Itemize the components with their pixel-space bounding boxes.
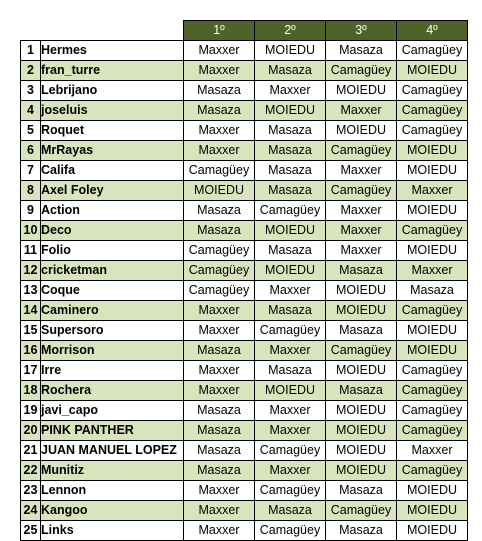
place-1-cell: Masaza <box>184 441 255 461</box>
table-row <box>21 381 468 401</box>
row-number: 17 <box>21 361 41 381</box>
place-4-cell: Camagüey <box>397 421 468 441</box>
participant-name: fran_turre <box>41 61 184 81</box>
place-1-cell: Maxxer <box>184 361 255 381</box>
place-3-cell: Camagüey <box>326 61 397 81</box>
place-4-cell: MOIEDU <box>397 161 468 181</box>
row-number: 25 <box>21 521 41 541</box>
place-4-cell: MOIEDU <box>397 481 468 501</box>
participant-name: JUAN MANUEL LOPEZ <box>41 441 184 461</box>
place-3-cell: Masaza <box>326 481 397 501</box>
row-number: 14 <box>21 301 41 321</box>
place-3-cell: Masaza <box>326 261 397 281</box>
place-3-cell: Camagüey <box>326 341 397 361</box>
place-4-cell: MOIEDU <box>397 201 468 221</box>
place-3-cell: Masaza <box>326 521 397 541</box>
place-4-cell: Camagüey <box>397 41 468 61</box>
place-2-cell: MOIEDU <box>255 41 326 61</box>
header-blank-name <box>41 21 184 41</box>
place-3-cell: Camagüey <box>326 141 397 161</box>
place-1-cell: Camagüey <box>184 281 255 301</box>
place-1-cell: Maxxer <box>184 61 255 81</box>
place-1-cell: MOIEDU <box>184 181 255 201</box>
place-2-cell: Masaza <box>255 121 326 141</box>
place-1-cell: Camagüey <box>184 241 255 261</box>
row-number: 11 <box>21 241 41 261</box>
place-1-cell: Maxxer <box>184 301 255 321</box>
table-row <box>21 261 468 281</box>
place-4-cell: MOIEDU <box>397 61 468 81</box>
place-1-cell: Camagüey <box>184 261 255 281</box>
ranking-table <box>20 20 468 541</box>
place-3-cell: MOIEDU <box>326 301 397 321</box>
place-1-cell: Maxxer <box>184 521 255 541</box>
place-2-cell: MOIEDU <box>255 381 326 401</box>
place-4-cell: Masaza <box>397 281 468 301</box>
table-row <box>21 401 468 421</box>
row-number: 4 <box>21 101 41 121</box>
participant-name: Roquet <box>41 121 184 141</box>
table-row <box>21 301 468 321</box>
place-1-cell: Masaza <box>184 401 255 421</box>
row-number: 8 <box>21 181 41 201</box>
place-1-cell: Masaza <box>184 101 255 121</box>
place-2-cell: Maxxer <box>255 461 326 481</box>
row-number: 1 <box>21 41 41 61</box>
place-1-cell: Masaza <box>184 461 255 481</box>
header-place-4: 4º <box>397 21 468 41</box>
row-number: 22 <box>21 461 41 481</box>
place-3-cell: MOIEDU <box>326 441 397 461</box>
participant-name: Lennon <box>41 481 184 501</box>
place-1-cell: Maxxer <box>184 381 255 401</box>
place-3-cell: Masaza <box>326 321 397 341</box>
place-2-cell: MOIEDU <box>255 221 326 241</box>
place-4-cell: Camagüey <box>397 221 468 241</box>
place-2-cell: Camagüey <box>255 321 326 341</box>
table-row <box>21 101 468 121</box>
place-2-cell: Camagüey <box>255 521 326 541</box>
place-1-cell: Masaza <box>184 421 255 441</box>
row-number: 5 <box>21 121 41 141</box>
table-row <box>21 81 468 101</box>
participant-name: Folio <box>41 241 184 261</box>
place-2-cell: Masaza <box>255 361 326 381</box>
participant-name: Munitiz <box>41 461 184 481</box>
participant-name: Axel Foley <box>41 181 184 201</box>
place-4-cell: Maxxer <box>397 441 468 461</box>
place-2-cell: Camagüey <box>255 201 326 221</box>
place-4-cell: MOIEDU <box>397 321 468 341</box>
place-2-cell: Masaza <box>255 61 326 81</box>
table-row <box>21 461 468 481</box>
place-1-cell: Camagüey <box>184 161 255 181</box>
table-row <box>21 141 468 161</box>
place-1-cell: Maxxer <box>184 121 255 141</box>
row-number: 20 <box>21 421 41 441</box>
place-2-cell: Masaza <box>255 241 326 261</box>
place-3-cell: Maxxer <box>326 161 397 181</box>
participant-name: Irre <box>41 361 184 381</box>
table-row <box>21 61 468 81</box>
place-2-cell: MOIEDU <box>255 101 326 121</box>
place-1-cell: Masaza <box>184 81 255 101</box>
place-1-cell: Maxxer <box>184 501 255 521</box>
row-number: 10 <box>21 221 41 241</box>
place-4-cell: Maxxer <box>397 181 468 201</box>
participant-name: Action <box>41 201 184 221</box>
participant-name: Lebrijano <box>41 81 184 101</box>
table-row <box>21 481 468 501</box>
table-row <box>21 361 468 381</box>
participant-name: Coque <box>41 281 184 301</box>
place-3-cell: Masaza <box>326 381 397 401</box>
place-2-cell: Masaza <box>255 141 326 161</box>
place-3-cell: Masaza <box>326 41 397 61</box>
place-3-cell: Camagüey <box>326 181 397 201</box>
table-row <box>21 241 468 261</box>
place-2-cell: Masaza <box>255 301 326 321</box>
place-4-cell: Camagüey <box>397 101 468 121</box>
row-number: 7 <box>21 161 41 181</box>
place-3-cell: Maxxer <box>326 101 397 121</box>
place-4-cell: MOIEDU <box>397 521 468 541</box>
place-1-cell: Maxxer <box>184 41 255 61</box>
participant-name: MrRayas <box>41 141 184 161</box>
place-4-cell: Maxxer <box>397 261 468 281</box>
row-number: 16 <box>21 341 41 361</box>
table-row <box>21 281 468 301</box>
place-4-cell: Camagüey <box>397 361 468 381</box>
place-2-cell: Camagüey <box>255 481 326 501</box>
place-1-cell: Maxxer <box>184 481 255 501</box>
participant-name: Kangoo <box>41 501 184 521</box>
place-2-cell: MOIEDU <box>255 261 326 281</box>
row-number: 12 <box>21 261 41 281</box>
place-3-cell: MOIEDU <box>326 121 397 141</box>
place-1-cell: Maxxer <box>184 141 255 161</box>
table-row <box>21 161 468 181</box>
participant-name: Deco <box>41 221 184 241</box>
header-blank-number <box>21 21 41 41</box>
place-3-cell: Maxxer <box>326 201 397 221</box>
place-3-cell: MOIEDU <box>326 81 397 101</box>
row-number: 23 <box>21 481 41 501</box>
place-2-cell: Masaza <box>255 181 326 201</box>
place-1-cell: Masaza <box>184 221 255 241</box>
place-4-cell: MOIEDU <box>397 141 468 161</box>
participant-name: Hermes <box>41 41 184 61</box>
participant-name: Supersoro <box>41 321 184 341</box>
table-row <box>21 181 468 201</box>
row-number: 3 <box>21 81 41 101</box>
place-2-cell: Maxxer <box>255 401 326 421</box>
place-3-cell: MOIEDU <box>326 421 397 441</box>
place-2-cell: Masaza <box>255 501 326 521</box>
table-row <box>21 441 468 461</box>
participant-name: cricketman <box>41 261 184 281</box>
participant-name: Rochera <box>41 381 184 401</box>
row-number: 21 <box>21 441 41 461</box>
place-3-cell: MOIEDU <box>326 401 397 421</box>
table-body <box>21 41 468 541</box>
place-3-cell: MOIEDU <box>326 281 397 301</box>
participant-name: PINK PANTHER <box>41 421 184 441</box>
header-place-1: 1º <box>184 21 255 41</box>
header-place-2: 2º <box>255 21 326 41</box>
place-4-cell: MOIEDU <box>397 241 468 261</box>
row-number: 18 <box>21 381 41 401</box>
participant-name: javi_capo <box>41 401 184 421</box>
participant-name: Caminero <box>41 301 184 321</box>
row-number: 9 <box>21 201 41 221</box>
place-3-cell: Maxxer <box>326 241 397 261</box>
place-4-cell: MOIEDU <box>397 341 468 361</box>
place-2-cell: Maxxer <box>255 421 326 441</box>
table-row <box>21 501 468 521</box>
row-number: 2 <box>21 61 41 81</box>
place-2-cell: Camagüey <box>255 441 326 461</box>
place-4-cell: Camagüey <box>397 121 468 141</box>
table-row <box>21 321 468 341</box>
row-number: 6 <box>21 141 41 161</box>
place-1-cell: Masaza <box>184 201 255 221</box>
table-row <box>21 421 468 441</box>
table-row <box>21 41 468 61</box>
table-row <box>21 521 468 541</box>
table-row <box>21 121 468 141</box>
table-row <box>21 221 468 241</box>
place-2-cell: Masaza <box>255 161 326 181</box>
row-number: 19 <box>21 401 41 421</box>
row-number: 15 <box>21 321 41 341</box>
place-4-cell: Camagüey <box>397 81 468 101</box>
participant-name: Califa <box>41 161 184 181</box>
place-1-cell: Masaza <box>184 341 255 361</box>
table-row <box>21 201 468 221</box>
participant-name: joseluis <box>41 101 184 121</box>
row-number: 13 <box>21 281 41 301</box>
place-4-cell: Camagüey <box>397 301 468 321</box>
place-4-cell: Camagüey <box>397 401 468 421</box>
place-3-cell: MOIEDU <box>326 361 397 381</box>
row-number: 24 <box>21 501 41 521</box>
participant-name: Links <box>41 521 184 541</box>
place-2-cell: Maxxer <box>255 81 326 101</box>
participant-name: Morrison <box>41 341 184 361</box>
table-row <box>21 341 468 361</box>
place-4-cell: Camagüey <box>397 381 468 401</box>
place-3-cell: MOIEDU <box>326 461 397 481</box>
place-2-cell: Maxxer <box>255 341 326 361</box>
place-4-cell: MOIEDU <box>397 501 468 521</box>
header-place-3: 3º <box>326 21 397 41</box>
place-4-cell: Camagüey <box>397 461 468 481</box>
place-1-cell: Maxxer <box>184 321 255 341</box>
place-2-cell: Maxxer <box>255 281 326 301</box>
place-3-cell: Maxxer <box>326 221 397 241</box>
header-row <box>21 21 468 41</box>
place-3-cell: Camagüey <box>326 501 397 521</box>
